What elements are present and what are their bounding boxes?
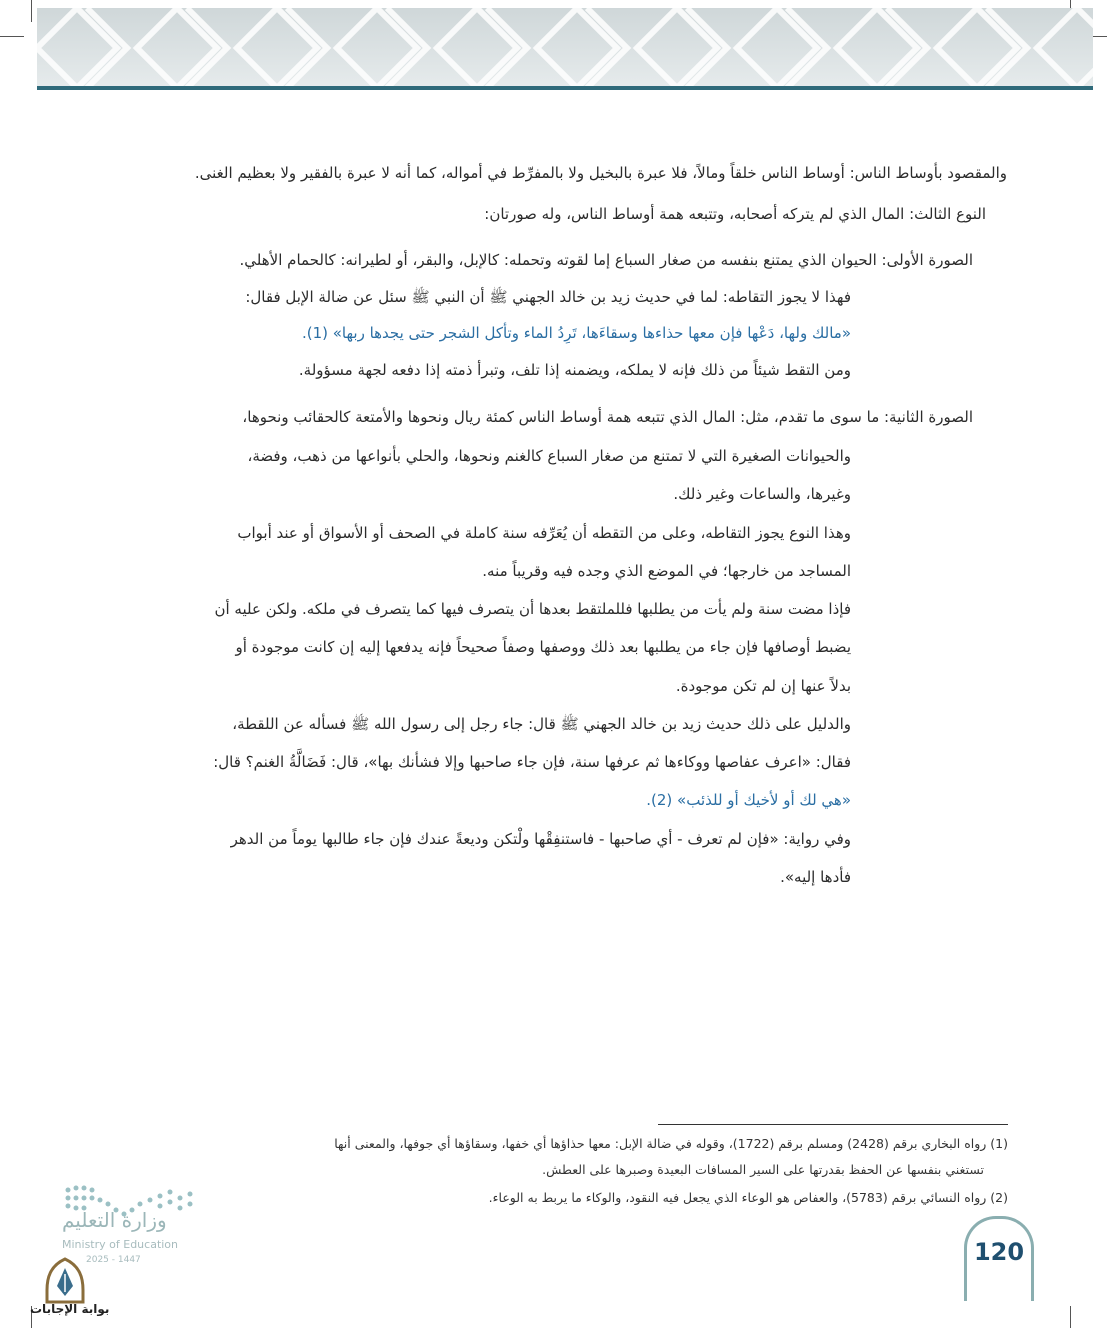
- paragraph: المساجد من خارجها؛ في الموضع الذي وجده فيه وقريباً منه.: [482, 562, 851, 580]
- paragraph: والمقصود بأوساط الناس: أوساط الناس خلقاً ومالاً، فلا عبرة بالبخيل ولا بالمفرِّط في أمواله، كما أنه لا عبرة بالفقير ولا بعظيم الغنى.: [194, 164, 1007, 182]
- paragraph: فإذا مضت سنة ولم يأت من يطلبها فللملتقط بعدها أن يتصرف فيها كما يتصرف في ملكه. ولكن عليه أن: [214, 600, 851, 618]
- quote-line: «مالك ولها، دَعْها فإن معها حذاءها وسقاءَها، تَرِدُ الماء وتأكل الشجر حتى يجدها ربها» (1).: [301, 324, 851, 342]
- quote-line: «هي لك أو لأخيك أو للذئب» (2).: [646, 791, 851, 809]
- paragraph: وفي رواية: «فإن لم تعرف - أي صاحبها - فاستنفِقْها ولْتكن وديعةً عندك فإن جاء طالبها يوماً من الدهر: [230, 830, 851, 848]
- header-rule: [37, 86, 1093, 90]
- page-number: 120: [973, 1238, 1025, 1266]
- footnote: (2) رواه النسائي برقم (5783)، والعفاص هو الوعاء الذي يجعل فيه النقود، والوكاء ما يربط به الوعاء.: [488, 1190, 1008, 1205]
- paragraph: وهذا النوع يجوز التقاطه، وعلى من التقطه أن يُعَرِّفه سنة كاملة في الصحف أو الأسواق أو عند أبواب: [237, 524, 851, 542]
- ministry-year: 2025 - 1447: [86, 1255, 141, 1265]
- pen-nib-logo-icon: [40, 1256, 90, 1306]
- paragraph: يضبط أوصافها فإن جاء من يطلبها بعد ذلك ووصفها وصفاً صحيحاً فإنه يدفعها إليه إن كانت موجودة أو: [235, 638, 851, 656]
- footnote: تستغني بنفسها عن الحفظ بقدرتها على السير المسافات البعيدة وصبرها على العطش.: [542, 1162, 984, 1177]
- paragraph: والحيوانات الصغيرة التي لا تمتنع من صغار السباع كالغنم ونحوها، والحلي بأنواعها من ذهب، وفضة،: [247, 447, 851, 465]
- paragraph: الصورة الثانية: ما سوى ما تقدم، مثل: المال الذي تتبعه همة أوساط الناس كمئة ريال ونحوها والأمتعة كالحقائب ونحوها،: [242, 408, 973, 426]
- footnote: (1) رواه البخاري برقم (2428) ومسلم برقم (1722)، وقوله في ضالة الإبل: معها حذاؤها أي خفها، وسقاؤها أي جوفها، والمعنى أنها: [334, 1136, 1008, 1151]
- paragraph: ومن التقط شيئاً من ذلك فإنه لا يملكه، ويضمنه إذا تلف، وتبرأ ذمته إذا دفعه لجهة مسؤولة.: [298, 361, 851, 379]
- footnote-separator: [658, 1124, 1008, 1125]
- paragraph: فأدها إليه».: [780, 868, 851, 886]
- paragraph: بدلاً عنها إن لم تكن موجودة.: [675, 677, 851, 695]
- geometric-pattern: [37, 8, 1093, 88]
- paragraph: فقال: «اعرف عفاصها ووكاءها ثم عرفها سنة، فإن جاء صاحبها وإلا فشأنك بها»، قال: فَضَالَّةُ الغنم؟ قال:: [213, 753, 851, 771]
- paragraph: والدليل على ذلك حديث زيد بن خالد الجهني ﷺ قال: جاء رجل إلى رسول الله ﷺ فسأله عن اللقطة،: [232, 715, 851, 733]
- paragraph: النوع الثالث: المال الذي لم يتركه أصحابه، وتتبعه همة أوساط الناس، وله صورتان:: [484, 205, 986, 223]
- site-name: بوابة الإجابات: [30, 1302, 110, 1316]
- paragraph: الصورة الأولى: الحيوان الذي يمتنع بنفسه من صغار السباع إما لقوته وتحمله: كالإبل، والبقر، أو لطيرانه: كالحمام الأهلي.: [239, 251, 973, 269]
- crop-mark: [1070, 1306, 1071, 1328]
- paragraph: فهذا لا يجوز التقاطه: لما في حديث زيد بن خالد الجهني ﷺ أن النبي ﷺ سئل عن ضالة الإبل فقال:: [245, 288, 851, 306]
- paragraph: وغيرها، والساعات وغير ذلك.: [673, 485, 851, 503]
- ministry-name-en: Ministry of Education: [62, 1238, 179, 1251]
- crop-mark: [0, 36, 24, 37]
- header-banner: [37, 8, 1093, 88]
- crop-mark: [31, 0, 32, 22]
- ministry-name-ar: وزارة التعليم: [62, 1208, 167, 1232]
